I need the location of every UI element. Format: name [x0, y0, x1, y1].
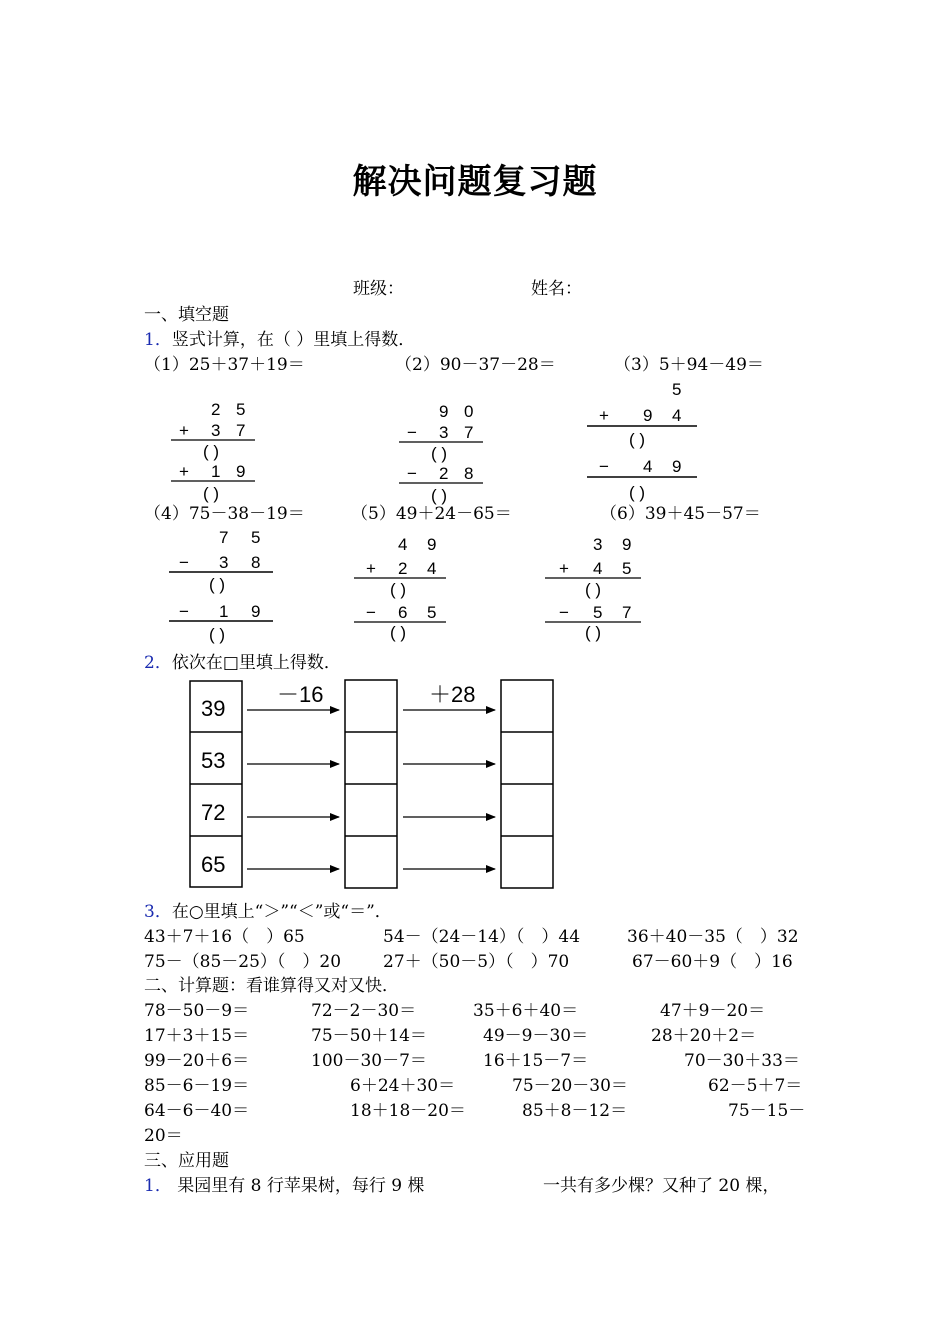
- fig4-paren1: ( ): [209, 575, 226, 594]
- q3-item: 67－60＋9（ ）16: [632, 952, 793, 972]
- class-label: 班级：: [353, 279, 404, 299]
- fig5-top-ones: 9: [427, 535, 437, 554]
- app-q1-line: [144, 1175, 424, 1197]
- fig1-top-tens: 2: [211, 400, 221, 419]
- fig3-d1-ones: 4: [672, 406, 682, 425]
- fig2-d1-ones: 7: [464, 423, 474, 442]
- fig1-d1-tens: 3: [211, 421, 221, 440]
- q1-item-1: （1）25＋37＋19＝: [144, 355, 305, 375]
- op2-label: ＋28: [429, 682, 476, 707]
- fig5-d1-tens: 2: [398, 559, 408, 578]
- fig4-d1-ones: 8: [251, 553, 261, 572]
- calc-item: 18＋18－20＝: [350, 1101, 466, 1121]
- fig6-d1-ones: 5: [622, 559, 632, 578]
- q3-line: [144, 901, 392, 923]
- fig1-d2-ones: 9: [236, 462, 246, 481]
- q1-item-6: （6）39＋45－57＝: [600, 504, 761, 524]
- calc-item: 16＋15－7＝: [483, 1051, 589, 1071]
- page-title: 解决问题复习题: [352, 162, 598, 202]
- fig1-top-ones: 5: [236, 400, 246, 419]
- q2-chain-figure: [185, 676, 557, 892]
- fig3-op2: −: [599, 457, 609, 476]
- calc-item: 17＋3＋15＝: [144, 1026, 250, 1046]
- calc-item: 85＋8－12＝: [522, 1101, 628, 1121]
- q1-item-4: （4）75－38－19＝: [144, 504, 305, 524]
- calc-item-wrap: 20＝: [144, 1126, 183, 1146]
- q2-number: 2．: [144, 653, 172, 673]
- fig1-paren2: ( ): [203, 484, 220, 503]
- fig4-paren2: ( ): [209, 625, 226, 644]
- fig2-d2-tens: 2: [439, 464, 449, 483]
- calc-item: 64－6－40＝: [144, 1101, 250, 1121]
- fig6-paren2: ( ): [585, 623, 602, 642]
- q1-number: 1．: [144, 330, 172, 350]
- vertical-calc-figure-6: [543, 530, 653, 645]
- calc-item: 75－20－30＝: [512, 1076, 628, 1096]
- calc-item: 75－50＋14＝: [311, 1026, 427, 1046]
- name-label: 姓名：: [531, 279, 582, 299]
- fig1-op1: +: [179, 421, 189, 440]
- fig5-op2: −: [366, 603, 376, 622]
- vertical-calc-figure-1: [165, 395, 265, 505]
- q3-item: 36＋40－35（ ）32: [627, 927, 799, 947]
- calc-item: 78－50－9＝: [144, 1001, 250, 1021]
- fig1-d1-ones: 7: [236, 421, 246, 440]
- fig4-d2-tens: 1: [219, 602, 229, 621]
- op1-label: －16: [277, 682, 324, 707]
- fig2-op1: −: [407, 423, 417, 442]
- fig5-paren1: ( ): [390, 580, 407, 599]
- app-q1-text-a: 果园里有 8 行苹果树，每行 9 棵: [177, 1176, 425, 1196]
- q1-item-2: （2）90－37－28＝: [395, 355, 556, 375]
- fig3-top-ones: 5: [672, 380, 682, 399]
- vertical-calc-figure-3: [585, 374, 705, 504]
- q2-text: 依次在□里填上得数．: [171, 653, 341, 673]
- fig1-op2: +: [179, 462, 189, 481]
- fig5-d2-ones: 5: [427, 603, 437, 622]
- fig5-op1: +: [366, 559, 376, 578]
- app-q1-text-b: 一共有多少棵？又种了 20 棵，: [543, 1176, 780, 1196]
- fig6-d2-ones: 7: [622, 603, 632, 622]
- calc-item: 85－6－19＝: [144, 1076, 250, 1096]
- q3-item: 43＋7＋16（ ）65: [144, 927, 305, 947]
- fig2-d1-tens: 3: [439, 423, 449, 442]
- section3-heading: 三、应用题: [144, 1151, 229, 1171]
- fig5-d2-tens: 6: [398, 603, 408, 622]
- fig2-paren1: ( ): [431, 444, 448, 463]
- fig4-d2-ones: 9: [251, 602, 261, 621]
- fig3-d2-tens: 4: [643, 457, 653, 476]
- q1-item-3: （3）5＋94－49＝: [614, 355, 764, 375]
- start-value-3: 72: [201, 800, 226, 825]
- q3-item: 75－（85－25）（ ）20: [144, 952, 342, 972]
- section1-heading: 一、填空题: [144, 305, 229, 325]
- calc-item: 70－30＋33＝: [684, 1051, 800, 1071]
- q3-item: 54－（24－14）（ ）44: [383, 927, 581, 947]
- fig5-d1-ones: 4: [427, 559, 437, 578]
- vertical-calc-figure-4: [165, 524, 285, 646]
- fig5-paren2: ( ): [390, 623, 407, 642]
- fig3-d1-tens: 9: [643, 406, 653, 425]
- calc-item: 49－9－30＝: [483, 1026, 589, 1046]
- start-value-1: 39: [201, 696, 226, 721]
- fig2-top-ones: 0: [464, 402, 474, 421]
- section2-heading: 二、计算题：看谁算得又对又快．: [144, 976, 399, 996]
- fig5-top-tens: 4: [398, 535, 408, 554]
- calc-item: 72－2－30＝: [311, 1001, 417, 1021]
- fig2-paren2: ( ): [431, 486, 448, 505]
- fig6-d1-tens: 4: [593, 559, 603, 578]
- fig6-top-tens: 3: [593, 535, 603, 554]
- q1-line: [144, 329, 415, 351]
- fig1-paren1: ( ): [203, 442, 220, 461]
- q1-item-5: （5）49＋24－65＝: [351, 504, 512, 524]
- fig4-d1-tens: 3: [219, 553, 229, 572]
- calc-item: 28＋20＋2＝: [651, 1026, 757, 1046]
- calc-item: 100－30－7＝: [311, 1051, 427, 1071]
- fig1-d2-tens: 1: [211, 462, 221, 481]
- fig2-d2-ones: 8: [464, 464, 474, 483]
- fig2-op2: −: [407, 464, 417, 483]
- fig6-op2: −: [559, 603, 569, 622]
- calc-item: 75－15－: [728, 1101, 806, 1121]
- q1-text: 竖式计算，在（ ）里填上得数．: [171, 330, 416, 350]
- fig6-d2-tens: 5: [593, 603, 603, 622]
- fig2-top-tens: 9: [439, 402, 449, 421]
- fig3-op1: +: [599, 406, 609, 425]
- start-value-4: 65: [201, 852, 226, 877]
- fig6-top-ones: 9: [622, 535, 632, 554]
- q2-line: [144, 652, 341, 674]
- vertical-calc-figure-5: [352, 530, 462, 645]
- calc-item: 99－20＋6＝: [144, 1051, 250, 1071]
- calc-item: 47＋9－20＝: [660, 1001, 766, 1021]
- fig6-paren1: ( ): [585, 580, 602, 599]
- q3-text: 在○里填上“＞”“＜”或“＝”．: [171, 902, 392, 922]
- fig6-op1: +: [559, 559, 569, 578]
- calc-item: 62－5＋7＝: [708, 1076, 803, 1096]
- fig4-op2: −: [179, 602, 189, 621]
- fig3-paren1: ( ): [629, 430, 646, 449]
- q3-item: 27＋（50－5）（ ）70: [383, 952, 570, 972]
- vertical-calc-figure-2: [393, 397, 493, 507]
- fig4-top-tens: 7: [219, 528, 229, 547]
- fig3-d2-ones: 9: [672, 457, 682, 476]
- app-q1-number: 1．: [144, 1176, 172, 1196]
- start-value-2: 53: [201, 748, 226, 773]
- calc-item: 35＋6＋40＝: [473, 1001, 579, 1021]
- fig3-paren2: ( ): [629, 483, 646, 502]
- fig4-top-ones: 5: [251, 528, 261, 547]
- q3-number: 3．: [144, 902, 172, 922]
- calc-item: 6＋24＋30＝: [350, 1076, 456, 1096]
- fig4-op1: −: [179, 553, 189, 572]
